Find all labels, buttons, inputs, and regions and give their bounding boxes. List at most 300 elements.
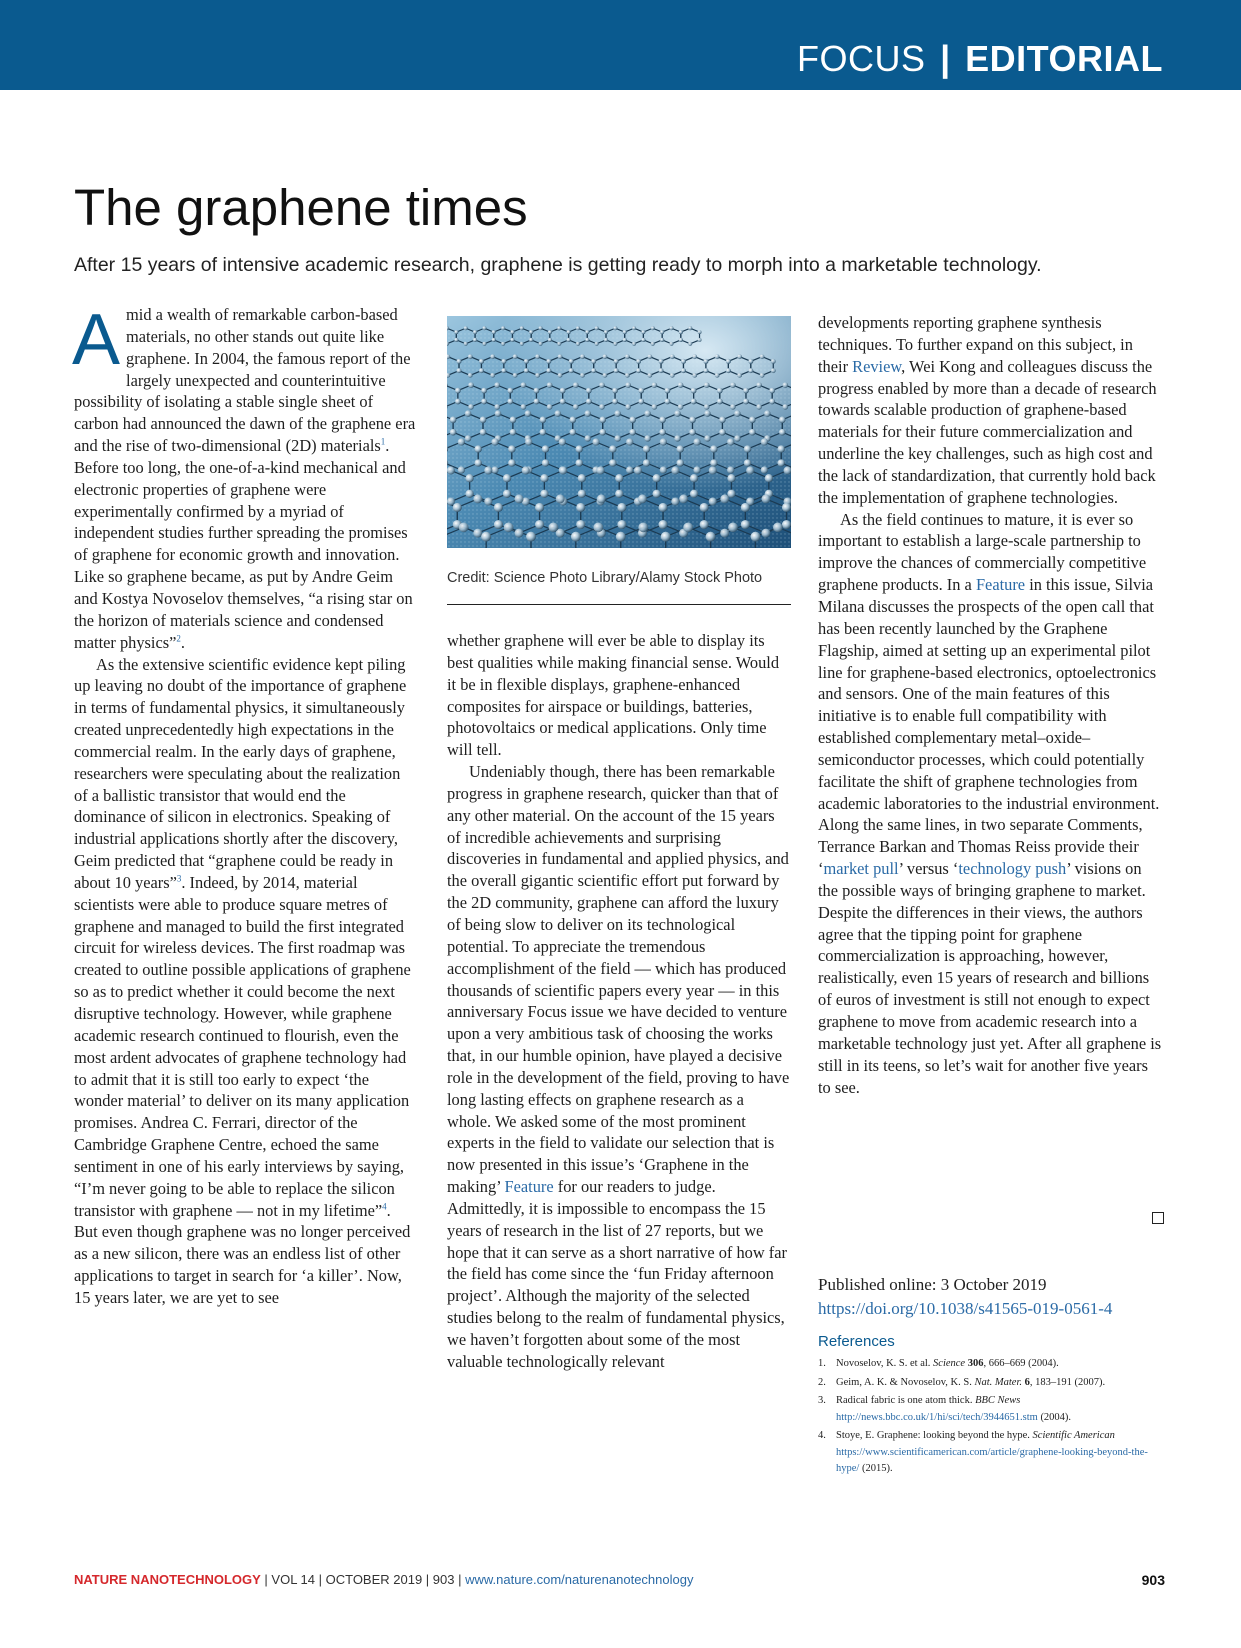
section-focus: FOCUS bbox=[797, 38, 926, 79]
lattice-atom bbox=[576, 342, 580, 346]
lattice-atom bbox=[688, 342, 692, 346]
lattice-cell bbox=[663, 414, 693, 439]
lattice-atom bbox=[504, 522, 514, 532]
lattice-atom bbox=[571, 532, 581, 542]
lattice-atom bbox=[689, 429, 696, 436]
lattice-atom bbox=[576, 445, 583, 452]
lattice-atom bbox=[761, 494, 770, 503]
lattice-atom bbox=[580, 373, 585, 378]
reference-number: 3. bbox=[818, 1395, 826, 1406]
lattice-atom bbox=[510, 330, 514, 334]
lattice-atom bbox=[644, 435, 651, 442]
text-run: , Wei Kong and colleagues discuss the progress enabled by more than a decade of research towards scalable production of graphene-based materials for their future commercialization and underline the key challenges, such as high cost and the lack of standardization, that currently hold back the implementation of graphene technologies. bbox=[818, 356, 1157, 507]
lattice-atom bbox=[704, 382, 710, 388]
body-column-1 bbox=[72, 300, 416, 1309]
lattice-atom bbox=[548, 330, 552, 334]
lattice-atom bbox=[573, 382, 579, 388]
lattice-cell bbox=[722, 414, 752, 439]
lattice-atom bbox=[494, 382, 500, 388]
lattice-atom bbox=[692, 354, 697, 359]
lattice-atom bbox=[578, 490, 586, 498]
lattice-atom bbox=[535, 520, 544, 529]
lattice-cell bbox=[667, 385, 693, 407]
lattice-atom bbox=[782, 382, 788, 388]
lattice-atom bbox=[468, 354, 473, 359]
lattice-atom bbox=[623, 338, 627, 342]
references-heading: References bbox=[818, 1333, 895, 1350]
lattice-cell bbox=[549, 357, 571, 376]
lattice-atom bbox=[761, 529, 770, 538]
lattice-cell bbox=[543, 414, 573, 439]
reference-year: (2004). bbox=[1037, 1411, 1072, 1423]
lattice-atom bbox=[521, 404, 527, 410]
lattice-atom bbox=[501, 359, 506, 364]
lattice-atom bbox=[586, 399, 592, 405]
lattice-cell bbox=[512, 328, 531, 344]
market-pull-link[interactable]: market pull bbox=[823, 859, 899, 879]
lattice-atom bbox=[559, 466, 567, 474]
lattice-atom bbox=[593, 522, 603, 532]
lattice-atom bbox=[614, 410, 621, 417]
lattice-atom bbox=[569, 368, 574, 373]
reference-number: 2. bbox=[818, 1376, 826, 1388]
reference-number: 4. bbox=[818, 1430, 826, 1441]
lattice-atom bbox=[540, 429, 547, 436]
technology-push-link[interactable]: technology push bbox=[958, 859, 1067, 879]
lattice-atom bbox=[576, 520, 585, 529]
reference-citation[interactable]: 2 bbox=[176, 633, 181, 644]
reference-pages: , 183–191 (2007). bbox=[1029, 1376, 1106, 1388]
lattice-atom bbox=[481, 399, 487, 405]
lattice-atom bbox=[492, 330, 496, 334]
lattice-cell bbox=[662, 328, 681, 344]
lattice-atom bbox=[651, 404, 657, 410]
reference-number: 1. bbox=[818, 1358, 826, 1369]
reference-year: (2015). bbox=[859, 1463, 893, 1474]
lattice-atom bbox=[741, 503, 750, 512]
lattice-atom bbox=[616, 532, 626, 542]
feature-link[interactable]: Feature bbox=[975, 575, 1026, 595]
lattice-atom bbox=[567, 330, 571, 334]
lattice-atom bbox=[710, 445, 717, 452]
lattice-atom bbox=[659, 503, 668, 512]
lattice-atom bbox=[674, 410, 681, 417]
text-run: ’ visions on the possible ways of bringing graphene to market. Despite the differences in their views, the authors agree that the tipping point for graphene commercialization is approaching, however, realistically, even 15 years of research and billions of euros of investment is still not enough to expect graphene to move from academic research into a marketable technology just yet. After all graphene is still in its teens, so let’s wait for another five years to see. bbox=[818, 859, 1162, 1097]
lattice-atom bbox=[692, 373, 697, 378]
lattice-atom bbox=[617, 520, 626, 529]
lattice-atom bbox=[734, 435, 741, 442]
lattice-atom bbox=[743, 388, 749, 394]
lattice-atom bbox=[481, 388, 487, 394]
lattice-atom bbox=[569, 359, 574, 364]
lattice-atom bbox=[778, 459, 785, 466]
lattice-atom bbox=[615, 474, 623, 482]
lattice-atom bbox=[524, 368, 529, 373]
lattice-atom bbox=[599, 382, 605, 388]
lattice-atom bbox=[728, 522, 738, 532]
lattice-atom bbox=[744, 445, 751, 452]
lattice-atom bbox=[455, 399, 461, 405]
lattice-cell bbox=[594, 357, 616, 376]
lattice-atom bbox=[494, 404, 500, 410]
lattice-cell bbox=[639, 357, 661, 376]
doi-link[interactable]: https://doi.org/10.1038/s41565-019-0561-4 bbox=[818, 1299, 1113, 1318]
lattice-atom bbox=[679, 330, 683, 334]
lattice-atom bbox=[560, 388, 566, 394]
lattice-atom bbox=[782, 404, 788, 410]
lattice-cell bbox=[453, 414, 483, 439]
journal-website-link[interactable]: www.nature.com/naturenanotechnology bbox=[465, 1572, 694, 1587]
reference-authors: Geim, A. K. & Novoselov, K. S. bbox=[836, 1376, 975, 1388]
lattice-atom bbox=[492, 338, 496, 342]
lattice-atom bbox=[520, 342, 524, 346]
lattice-atom bbox=[641, 338, 645, 342]
lattice-atom bbox=[501, 326, 505, 330]
lattice-atom bbox=[660, 338, 664, 342]
lattice-atom bbox=[464, 342, 468, 346]
lattice-atom bbox=[507, 388, 513, 394]
lattice-atom bbox=[734, 410, 741, 417]
lattice-atom bbox=[602, 373, 607, 378]
issue-details: | VOL 14 | OCTOBER 2019 | 903 | bbox=[260, 1572, 466, 1587]
lattice-atom bbox=[681, 368, 686, 373]
page-number: 903 bbox=[1141, 1572, 1165, 1588]
lattice-cell bbox=[751, 357, 773, 376]
lattice-atom bbox=[482, 342, 486, 346]
lattice-atom bbox=[726, 368, 731, 373]
lattice-atom bbox=[538, 326, 542, 330]
lattice-atom bbox=[597, 494, 606, 503]
lattice-atom bbox=[715, 354, 720, 359]
lattice-atom bbox=[625, 354, 630, 359]
lattice-atom bbox=[638, 399, 644, 405]
lattice-atom bbox=[474, 445, 481, 452]
lattice-cell bbox=[706, 357, 728, 376]
lattice-atom bbox=[638, 494, 647, 503]
lattice-atom bbox=[546, 368, 551, 373]
lattice-cell bbox=[536, 385, 562, 407]
lattice-atom bbox=[599, 429, 606, 436]
lattice-atom bbox=[474, 459, 481, 466]
lattice-cell bbox=[513, 414, 543, 439]
lattice-atom bbox=[632, 342, 636, 346]
lattice-atom bbox=[520, 326, 524, 330]
lattice-atom bbox=[604, 338, 608, 342]
text-run: . Indeed, by 2014, material scientists were able to produce square metres of graphene and managed to build the first integrated circuit for wireless devices. The first roadmap was created to outline possible applications of graphene so as to predict whether it could become the next disruptive technology. However, while graphene academic research continued to flourish, even the most ardent advocates of graphene technology had to admit that it is still too early to expect ‘the wonder material’ to deliver on its many application promises. Andrea C. Ferrari, director of the Cambridge Graphene Centre, echoed the same sentiment in one of his early interviews by saying, “I’m never going to be able to replace the silicon transistor with graphene — not in my lifetime” bbox=[74, 872, 411, 1220]
lattice-atom bbox=[521, 382, 527, 388]
lattice-atom bbox=[660, 330, 664, 334]
lattice-atom bbox=[615, 490, 623, 498]
lattice-atom bbox=[756, 404, 762, 410]
lattice-atom bbox=[659, 417, 666, 424]
reference-url[interactable]: http://news.bbc.co.uk/1/hi/sci/tech/3944651.stm bbox=[836, 1411, 1038, 1423]
lattice-cell bbox=[483, 414, 513, 439]
lattice-atom bbox=[529, 338, 533, 342]
lattice-cell bbox=[494, 328, 513, 344]
lattice-atom bbox=[690, 490, 698, 498]
lattice-atom bbox=[659, 368, 664, 373]
lattice-atom bbox=[570, 429, 577, 436]
lattice-atom bbox=[773, 522, 783, 532]
lattice-atom bbox=[484, 497, 492, 505]
lattice-atom bbox=[447, 466, 455, 474]
lattice-atom bbox=[473, 529, 482, 538]
lattice-atom bbox=[457, 359, 462, 364]
lattice-atom bbox=[778, 445, 785, 452]
lattice-atom bbox=[559, 438, 566, 445]
lattice-atom bbox=[625, 404, 631, 410]
references-list bbox=[818, 1356, 1170, 1480]
lattice-atom bbox=[748, 359, 753, 364]
lattice-atom bbox=[535, 354, 540, 359]
lattice-atom bbox=[540, 474, 548, 482]
lattice-atom bbox=[689, 417, 696, 424]
text-run: developments reporting graphene synthesis techniques. To further expand on this subject, in their bbox=[818, 313, 1133, 376]
lattice-atom bbox=[473, 338, 477, 342]
lattice-atom bbox=[625, 382, 631, 388]
lattice-atom bbox=[515, 529, 524, 538]
lattice-cell bbox=[484, 385, 510, 407]
lattice-atom bbox=[661, 532, 671, 542]
lattice-atom bbox=[585, 338, 589, 342]
lattice-atom bbox=[700, 503, 709, 512]
lattice-atom bbox=[737, 354, 742, 359]
lattice-atom bbox=[660, 438, 667, 445]
lattice-atom bbox=[613, 342, 617, 346]
published-date: Published online: 3 October 2019 bbox=[818, 1275, 1047, 1294]
lattice-atom bbox=[617, 503, 626, 512]
lattice-atom bbox=[604, 330, 608, 334]
lattice-atom bbox=[576, 503, 585, 512]
lattice-atom bbox=[549, 522, 559, 532]
lattice-atom bbox=[494, 503, 503, 512]
lattice-atom bbox=[719, 429, 726, 436]
lattice-atom bbox=[495, 410, 502, 417]
text-run: in this issue, Silvia Milana discusses the prospects of the open call that has been recently launched by the Graphene Flagship, aimed at setting up an experimental pilot line for graphene-based electronics, optoelectronics and sensors. One of the main features of this initiative is to enable full compatibility with established complementary metal–oxide–semiconductor processes, which could potentially facilitate the shift of graphene technologies from academic laboratories to the industrial environment. Along the same lines, in two separate Comments, Terrance Barkan and Thomas Reiss provide their ‘ bbox=[818, 575, 1160, 879]
lattice-atom bbox=[556, 494, 565, 503]
lattice-atom bbox=[638, 522, 648, 532]
reference-citation[interactable]: 3 bbox=[176, 873, 182, 884]
reference-authors: Novoselov, K. S. et al. bbox=[836, 1358, 934, 1369]
lattice-atom bbox=[612, 388, 618, 394]
lattice-atom bbox=[719, 417, 726, 424]
lattice-atom bbox=[614, 435, 621, 442]
reference-volume: 306 bbox=[967, 1358, 984, 1369]
end-of-article-icon bbox=[1152, 1212, 1164, 1224]
lattice-atom bbox=[468, 373, 473, 378]
lattice-atom bbox=[683, 522, 693, 532]
lattice-atom bbox=[586, 388, 592, 394]
lattice-atom bbox=[671, 466, 679, 474]
lattice-atom bbox=[669, 342, 673, 346]
lattice-atom bbox=[555, 410, 562, 417]
lattice-atom bbox=[457, 368, 462, 373]
lattice-atom bbox=[596, 466, 604, 474]
lattice-atom bbox=[513, 373, 518, 378]
lattice-atom bbox=[744, 459, 751, 466]
lattice-atom bbox=[481, 532, 491, 542]
article-standfirst: After 15 years of intensive academic research, graphene is getting ready to morph into a marketable technology. bbox=[74, 254, 1042, 276]
lattice-cell bbox=[459, 357, 481, 376]
lattice-atom bbox=[570, 417, 577, 424]
lattice-cell bbox=[571, 357, 593, 376]
lattice-atom bbox=[501, 368, 506, 373]
lattice-atom bbox=[447, 497, 455, 505]
lattice-atom bbox=[706, 532, 716, 542]
lattice-atom bbox=[651, 326, 655, 330]
lattice-atom bbox=[578, 474, 586, 482]
lattice-atom bbox=[613, 326, 617, 330]
lattice-atom bbox=[717, 399, 723, 405]
lattice-atom bbox=[760, 354, 765, 359]
graphene-lattice-image bbox=[447, 316, 791, 548]
review-link[interactable]: Review bbox=[852, 356, 902, 376]
lattice-cell bbox=[625, 328, 644, 344]
lattice-atom bbox=[479, 368, 484, 373]
lattice-atom bbox=[490, 354, 495, 359]
lattice-atom bbox=[453, 503, 462, 512]
lattice-atom bbox=[591, 368, 596, 373]
divider bbox=[447, 604, 791, 605]
lattice-atom bbox=[678, 382, 684, 388]
lattice-atom bbox=[704, 404, 710, 410]
lattice-atom bbox=[585, 330, 589, 334]
lattice-cell bbox=[569, 328, 588, 344]
lattice-atom bbox=[535, 373, 540, 378]
lattice-atom bbox=[641, 330, 645, 334]
lattice-cell bbox=[573, 414, 603, 439]
lattice-atom bbox=[576, 326, 580, 330]
lattice-atom bbox=[703, 359, 708, 364]
lattice-atom bbox=[466, 474, 474, 482]
lattice-cell bbox=[589, 385, 615, 407]
section-editorial: EDITORIAL bbox=[965, 38, 1163, 79]
lattice-atom bbox=[558, 354, 563, 359]
lattice-atom bbox=[717, 388, 723, 394]
lattice-atom bbox=[703, 368, 708, 373]
lattice-atom bbox=[626, 438, 633, 445]
lattice-cell bbox=[606, 328, 625, 344]
graphene-lattice-illustration bbox=[447, 316, 791, 548]
reference-item bbox=[818, 1428, 1170, 1478]
lattice-atom bbox=[623, 330, 627, 334]
text-run: ’ versus ‘ bbox=[898, 859, 959, 879]
lattice-cell bbox=[720, 385, 746, 407]
lattice-atom bbox=[779, 429, 786, 436]
reference-journal: Nat. Mater. bbox=[974, 1376, 1022, 1388]
lattice-atom bbox=[510, 417, 517, 424]
feature-link[interactable]: Feature bbox=[504, 1177, 554, 1197]
lattice-atom bbox=[491, 438, 498, 445]
lattice-atom bbox=[473, 494, 482, 503]
reference-citation[interactable]: 1 bbox=[380, 436, 386, 447]
lattice-atom bbox=[526, 532, 536, 542]
reference-citation[interactable]: 4 bbox=[382, 1201, 387, 1212]
lattice-atom bbox=[464, 326, 468, 330]
lattice-atom bbox=[494, 520, 503, 529]
lattice-cell bbox=[694, 385, 720, 407]
text-run: . bbox=[180, 632, 186, 652]
lattice-atom bbox=[651, 382, 657, 388]
lattice-cell bbox=[550, 328, 569, 344]
lattice-atom bbox=[726, 359, 731, 364]
lattice-atom bbox=[535, 503, 544, 512]
section-separator: | bbox=[940, 38, 951, 79]
lattice-atom bbox=[691, 388, 697, 394]
lattice-cell bbox=[475, 328, 494, 344]
lattice-atom bbox=[771, 368, 776, 373]
reference-url[interactable]: https://www.scientificamerican.com/article/graphene-looking-beyond-the-hype/ bbox=[836, 1446, 1148, 1474]
lattice-atom bbox=[465, 435, 472, 442]
lattice-cell bbox=[563, 385, 589, 407]
lattice-atom bbox=[609, 459, 616, 466]
lattice-atom bbox=[693, 438, 700, 445]
lattice-atom bbox=[542, 445, 549, 452]
lattice-cell bbox=[531, 328, 550, 344]
lattice-atom bbox=[697, 330, 701, 334]
lattice-atom bbox=[760, 373, 765, 378]
lattice-atom bbox=[525, 410, 532, 417]
lattice-atom bbox=[584, 410, 591, 417]
lattice-atom bbox=[524, 359, 529, 364]
lattice-atom bbox=[503, 474, 511, 482]
lattice-atom bbox=[643, 459, 650, 466]
paragraph bbox=[818, 509, 1163, 1099]
lattice-atom bbox=[737, 373, 742, 378]
lattice-atom bbox=[557, 326, 561, 330]
lattice-atom bbox=[573, 404, 579, 410]
lattice-atom bbox=[764, 410, 771, 417]
lattice-atom bbox=[769, 399, 775, 405]
lattice-atom bbox=[625, 373, 630, 378]
lattice-atom bbox=[647, 354, 652, 359]
lattice-atom bbox=[749, 417, 756, 424]
lattice-atom bbox=[558, 373, 563, 378]
lattice-atom bbox=[602, 354, 607, 359]
reference-journal: Scientific American bbox=[1032, 1430, 1115, 1441]
lattice-atom bbox=[468, 404, 474, 410]
section-banner bbox=[0, 0, 1241, 90]
lattice-atom bbox=[507, 399, 513, 405]
lattice-atom bbox=[704, 435, 711, 442]
lattice-atom bbox=[609, 445, 616, 452]
lattice-atom bbox=[679, 338, 683, 342]
lattice-atom bbox=[629, 429, 636, 436]
reference-pages: , 666–669 (2004). bbox=[983, 1358, 1059, 1369]
lattice-atom bbox=[670, 373, 675, 378]
lattice-atom bbox=[513, 354, 518, 359]
lattice-atom bbox=[677, 445, 684, 452]
lattice-atom bbox=[727, 438, 734, 445]
lattice-atom bbox=[548, 338, 552, 342]
lattice-atom bbox=[503, 490, 511, 498]
lattice-atom bbox=[534, 399, 540, 405]
lattice-atom bbox=[454, 338, 458, 342]
lattice-atom bbox=[458, 466, 465, 473]
lattice-atom bbox=[529, 330, 533, 334]
lattice-atom bbox=[508, 445, 515, 452]
paragraph bbox=[818, 312, 1163, 509]
lattice-atom bbox=[730, 382, 736, 388]
lattice-atom bbox=[761, 438, 768, 445]
lattice-atom bbox=[501, 342, 505, 346]
lattice-atom bbox=[761, 466, 768, 473]
lattice-atom bbox=[525, 438, 532, 445]
lattice-cell bbox=[728, 357, 750, 376]
lattice-atom bbox=[540, 490, 548, 498]
lattice-atom bbox=[709, 466, 717, 474]
lattice-atom bbox=[710, 459, 717, 466]
